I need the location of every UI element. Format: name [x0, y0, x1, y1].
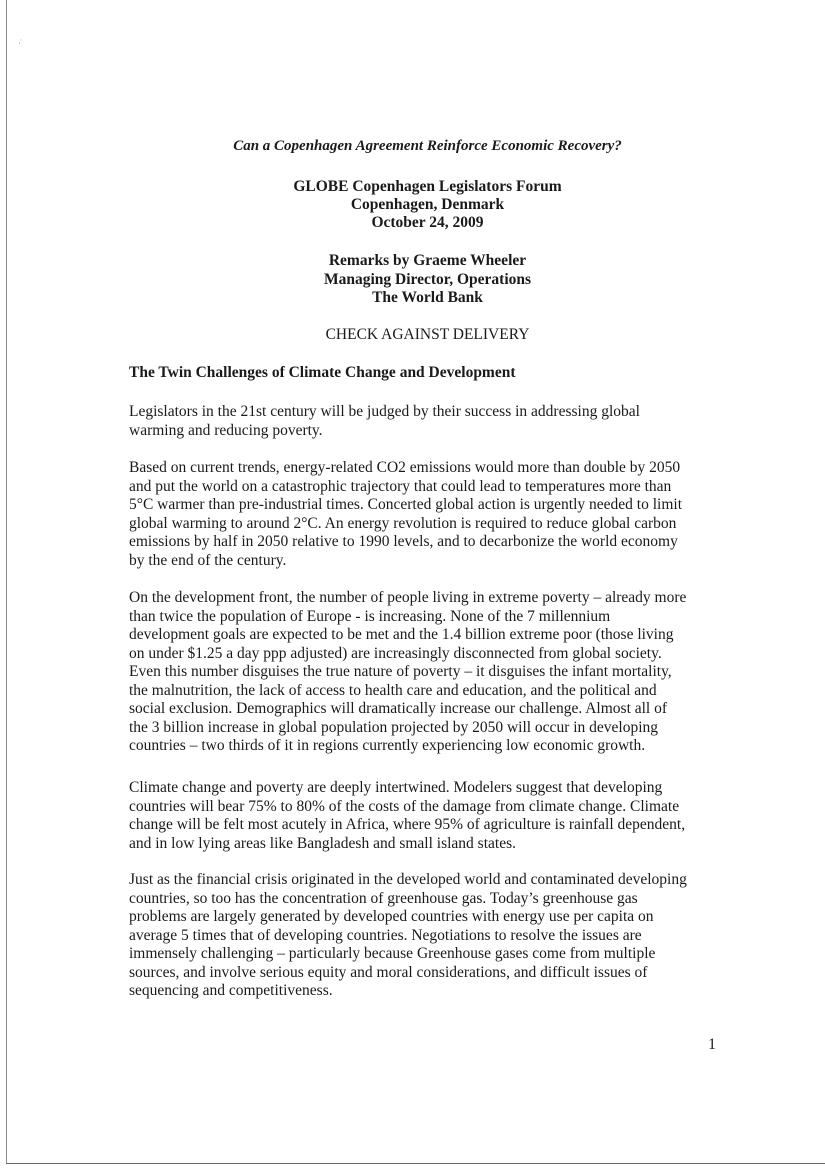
event-name: GLOBE Copenhagen Legislators Forum [293, 178, 562, 195]
event-date: October 24, 2009 [371, 214, 484, 231]
paragraph-1 [129, 403, 729, 440]
paragraph-line: countries, so too has the concentration of greenhouse gas. Today’s greenhouse gas [129, 889, 638, 907]
paragraph-line: Based on current trends, energy-related CO2 emissions would more than double by 2050 [129, 459, 681, 476]
paragraph-line: On the development front, the number of people living in extreme poverty – already more [129, 589, 687, 606]
paragraph-line: Legislators in the 21st century will be judged by their success in addressing global [129, 403, 640, 420]
bottom-border-line [6, 1163, 825, 1164]
section-heading: The Twin Challenges of Climate Change and Development [129, 364, 516, 381]
delivery-notice: CHECK AGAINST DELIVERY [325, 326, 530, 343]
scan-artifact-mark: ·̇ [18, 38, 21, 48]
paragraph-line: by the end of the century. [129, 551, 287, 569]
paragraph-3 [129, 589, 729, 756]
paragraph-line: Climate change and poverty are deeply intertwined. Modelers suggest that developing [129, 779, 663, 796]
paragraph-line: 5°C warmer than pre-industrial times. Concerted global action is urgently needed to limit [129, 496, 683, 513]
paragraph-line: Just as the financial crisis originated in the developed world and contaminated developing [129, 871, 687, 888]
paragraph-line: and put the world on a catastrophic trajectory that could lead to temperatures more than [129, 477, 672, 495]
event-location: Copenhagen, Denmark [350, 196, 505, 213]
paragraph-line: warming and reducing poverty. [129, 421, 323, 439]
left-border-line [6, 0, 7, 1164]
paragraph-line: on under $1.25 a day ppp adjusted) are increasingly disconnected from global society. [129, 644, 662, 662]
page-number: 1 [708, 1036, 716, 1053]
paragraph-line: and in low lying areas like Bangladesh and small island states. [129, 834, 516, 852]
paragraph-line: change will be felt most acutely in Africa, where 95% of agriculture is rainfall dependent, [129, 816, 686, 833]
paragraph-line: problems are largely generated by developed countries with energy use per capita on [129, 908, 654, 925]
paragraph-line: sources, and involve serious equity and moral considerations, and difficult issues of [129, 963, 648, 981]
paragraph-line: Even this number disguises the true nature of poverty – it disguises the infant mortality, [129, 663, 672, 680]
paragraph-line: immensely challenging – particularly because Greenhouse gases come from multiple [129, 945, 656, 962]
paragraph-line: the malnutrition, the lack of access to health care and education, and the political and [129, 681, 657, 699]
paragraph-line: social exclusion. Demographics will dramatically increase our challenge. Almost all of [129, 700, 668, 717]
paragraph-2 [129, 459, 729, 570]
paragraph-line: countries will bear 75% to 80% of the costs of the damage from climate change. Climate [129, 797, 680, 815]
paragraph-line: countries – two thirds of it in regions currently experiencing low economic growth. [129, 737, 646, 754]
paragraph-line: sequencing and competitiveness. [129, 982, 333, 999]
speaker-role: Managing Director, Operations [323, 271, 532, 288]
paragraph-line: global warming to around 2°C. An energy revolution is required to reduce global carbon [129, 514, 677, 532]
speaker-org: The World Bank [372, 289, 483, 306]
document-title: Can a Copenhagen Agreement Reinforce Economic Recovery? [233, 138, 622, 154]
paragraph-line: emissions by half in 2050 relative to 1990 levels, and to decarbonize the world economy [129, 533, 678, 550]
paragraph-line: development goals are expected to be met and the 1.4 billion extreme poor (those living [129, 626, 674, 643]
paragraph-5 [129, 871, 729, 1001]
speaker-line: Remarks by Graeme Wheeler [328, 252, 527, 269]
paragraph-line: the 3 billion increase in global population projected by 2050 will occur in developing [129, 718, 659, 736]
paragraph-4 [129, 779, 729, 853]
paragraph-line: average 5 times that of developing countries. Negotiations to resolve the issues are [129, 926, 642, 944]
paragraph-line: than twice the population of Europe - is increasing. None of the 7 millennium [129, 607, 611, 625]
